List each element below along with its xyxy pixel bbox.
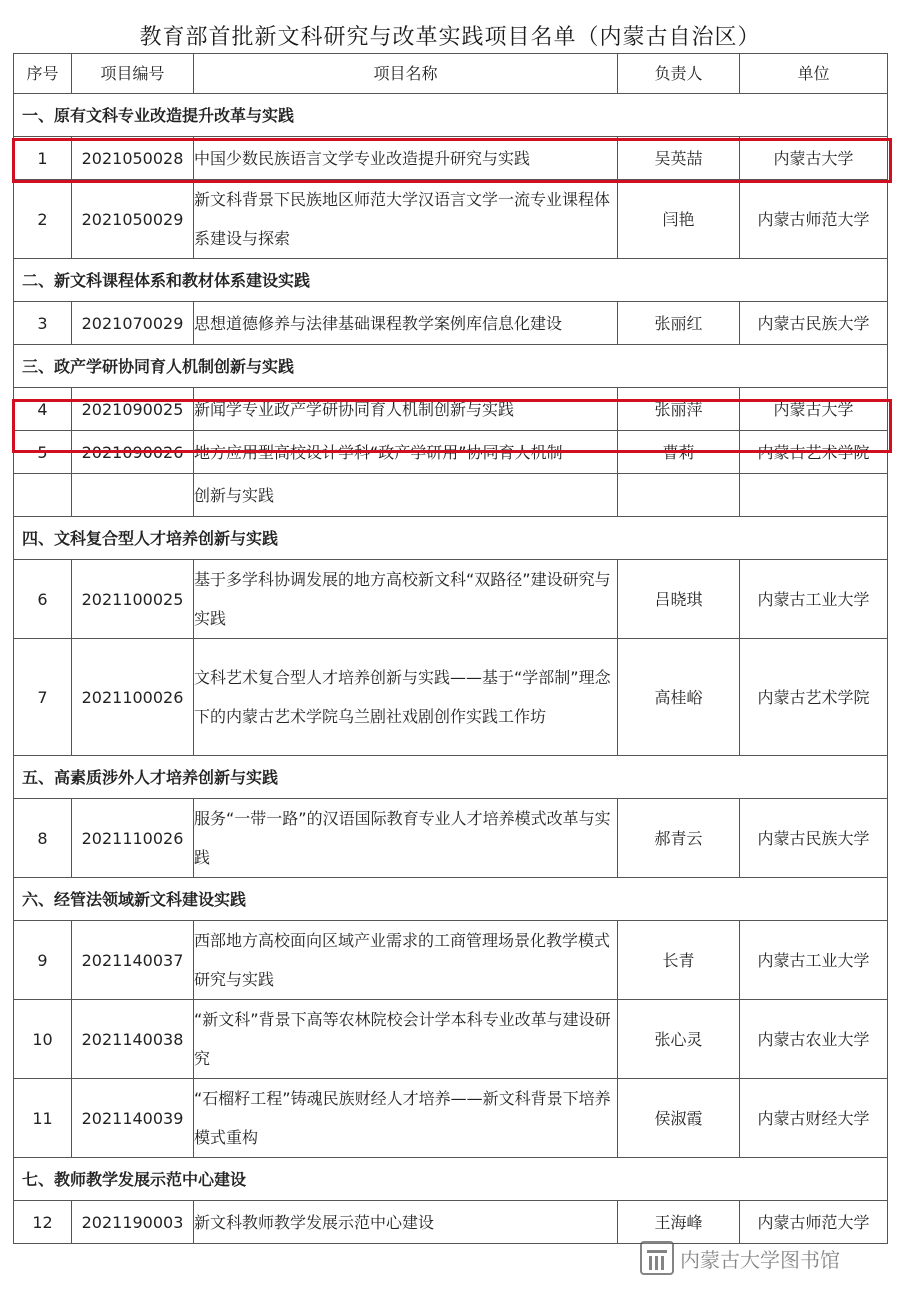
cell-code: 2021140037 xyxy=(72,921,194,1000)
section-row xyxy=(14,259,888,302)
cell-unit: 内蒙古师范大学 xyxy=(740,1201,888,1244)
table-row xyxy=(14,921,888,1000)
section-title: 二、新文科课程体系和教材体系建设实践 xyxy=(14,259,888,302)
section-row xyxy=(14,94,888,137)
cell-code: 2021100025 xyxy=(72,560,194,639)
cell-code xyxy=(72,474,194,517)
cell-name: 中国少数民族语言文学专业改造提升研究与实践 xyxy=(194,137,618,180)
cell-leader: 郝青云 xyxy=(618,799,740,878)
cell-seq: 7 xyxy=(14,639,72,756)
cell-leader: 吴英喆 xyxy=(618,137,740,180)
section-title: 一、原有文科专业改造提升改革与实践 xyxy=(14,94,888,137)
project-table xyxy=(13,53,888,1244)
cell-leader: 高桂峪 xyxy=(618,639,740,756)
cell-name: 新文科教师教学发展示范中心建设 xyxy=(194,1201,618,1244)
cell-unit xyxy=(740,474,888,517)
table-header-row xyxy=(14,54,888,94)
section-title: 三、政产学研协同育人机制创新与实践 xyxy=(14,345,888,388)
cell-name: “新文科”背景下高等农林院校会计学本科专业改革与建设研究 xyxy=(194,1000,618,1079)
cell-seq: 12 xyxy=(14,1201,72,1244)
table-row xyxy=(14,560,888,639)
cell-unit: 内蒙古大学 xyxy=(740,388,888,431)
cell-leader: 曹莉 xyxy=(618,431,740,474)
cell-seq: 5 xyxy=(14,431,72,474)
cell-code: 2021050029 xyxy=(72,180,194,259)
header-seq: 序号 xyxy=(14,54,72,94)
cell-seq: 4 xyxy=(14,388,72,431)
header-leader: 负责人 xyxy=(618,54,740,94)
cell-unit: 内蒙古工业大学 xyxy=(740,921,888,1000)
cell-name: 地方应用型高校设计学科“政产学研用”协同育人机制 xyxy=(194,431,618,474)
cell-seq: 6 xyxy=(14,560,72,639)
page-title: 教育部首批新文科研究与改革实践项目名单（内蒙古自治区） xyxy=(139,25,761,50)
table-row xyxy=(14,180,888,259)
section-title: 七、教师教学发展示范中心建设 xyxy=(14,1158,888,1201)
cell-code: 2021050028 xyxy=(72,137,194,180)
cell-name: 新文科背景下民族地区师范大学汉语言文学一流专业课程体系建设与探索 xyxy=(194,180,618,259)
table-row xyxy=(14,1000,888,1079)
cell-name: 服务“一带一路”的汉语国际教育专业人才培养模式改革与实践 xyxy=(194,799,618,878)
cell-unit: 内蒙古艺术学院 xyxy=(740,639,888,756)
cell-code: 2021100026 xyxy=(72,639,194,756)
cell-seq: 10 xyxy=(14,1000,72,1079)
cell-name: 思想道德修养与法律基础课程教学案例库信息化建设 xyxy=(194,302,618,345)
cell-leader: 张丽红 xyxy=(618,302,740,345)
cell-code: 2021070029 xyxy=(72,302,194,345)
cell-leader: 王海峰 xyxy=(618,1201,740,1244)
cell-unit: 内蒙古民族大学 xyxy=(740,302,888,345)
section-row xyxy=(14,1158,888,1201)
highlight-box-row-4 xyxy=(12,399,892,453)
cell-unit: 内蒙古艺术学院 xyxy=(740,431,888,474)
cell-name: 新闻学专业政产学研协同育人机制创新与实践 xyxy=(194,388,618,431)
section-row xyxy=(14,345,888,388)
library-logo-icon xyxy=(640,1241,674,1275)
cell-code: 2021190003 xyxy=(72,1201,194,1244)
cell-leader: 闫艳 xyxy=(618,180,740,259)
cell-seq: 2 xyxy=(14,180,72,259)
section-row xyxy=(14,878,888,921)
cell-unit: 内蒙古大学 xyxy=(740,137,888,180)
cell-leader: 吕晓琪 xyxy=(618,560,740,639)
watermark xyxy=(640,1238,890,1278)
cell-name: “石榴籽工程”铸魂民族财经人才培养——新文科背景下培养模式重构 xyxy=(194,1079,618,1158)
cell-unit: 内蒙古师范大学 xyxy=(740,180,888,259)
section-title: 五、高素质涉外人才培养创新与实践 xyxy=(14,756,888,799)
cell-leader: 张丽萍 xyxy=(618,388,740,431)
cell-unit: 内蒙古工业大学 xyxy=(740,560,888,639)
table-row xyxy=(14,799,888,878)
cell-seq xyxy=(14,474,72,517)
header-unit: 单位 xyxy=(740,54,888,94)
cell-unit: 内蒙古财经大学 xyxy=(740,1079,888,1158)
cell-leader: 张心灵 xyxy=(618,1000,740,1079)
header-code: 项目编号 xyxy=(72,54,194,94)
header-name: 项目名称 xyxy=(194,54,618,94)
watermark-text: 内蒙古大学图书馆 xyxy=(680,1247,840,1272)
cell-name: 创新与实践 xyxy=(194,474,618,517)
section-title: 四、文科复合型人才培养创新与实践 xyxy=(14,517,888,560)
cell-code: 2021090025 xyxy=(72,388,194,431)
cell-code: 2021140039 xyxy=(72,1079,194,1158)
table-row xyxy=(14,639,888,756)
table-row xyxy=(14,1079,888,1158)
cell-code: 2021110026 xyxy=(72,799,194,878)
cell-code: 2021090026 xyxy=(72,431,194,474)
section-row xyxy=(14,756,888,799)
cell-code: 2021140038 xyxy=(72,1000,194,1079)
table-row xyxy=(14,302,888,345)
cell-name: 西部地方高校面向区域产业需求的工商管理场景化教学模式研究与实践 xyxy=(194,921,618,1000)
cell-seq: 11 xyxy=(14,1079,72,1158)
highlight-box-row-1 xyxy=(12,138,892,183)
table-row xyxy=(14,474,888,517)
cell-name: 基于多学科协调发展的地方高校新文科“双路径”建设研究与实践 xyxy=(194,560,618,639)
cell-leader: 长青 xyxy=(618,921,740,1000)
section-title: 六、经管法领域新文科建设实践 xyxy=(14,878,888,921)
cell-seq: 8 xyxy=(14,799,72,878)
section-row xyxy=(14,517,888,560)
cell-leader xyxy=(618,474,740,517)
cell-seq: 3 xyxy=(14,302,72,345)
cell-seq: 1 xyxy=(14,137,72,180)
cell-leader: 侯淑霞 xyxy=(618,1079,740,1158)
cell-unit: 内蒙古民族大学 xyxy=(740,799,888,878)
cell-name: 文科艺术复合型人才培养创新与实践——基于“学部制”理念下的内蒙古艺术学院乌兰剧社戏剧创作实践工作坊 xyxy=(194,639,618,756)
cell-unit: 内蒙古农业大学 xyxy=(740,1000,888,1079)
cell-seq: 9 xyxy=(14,921,72,1000)
